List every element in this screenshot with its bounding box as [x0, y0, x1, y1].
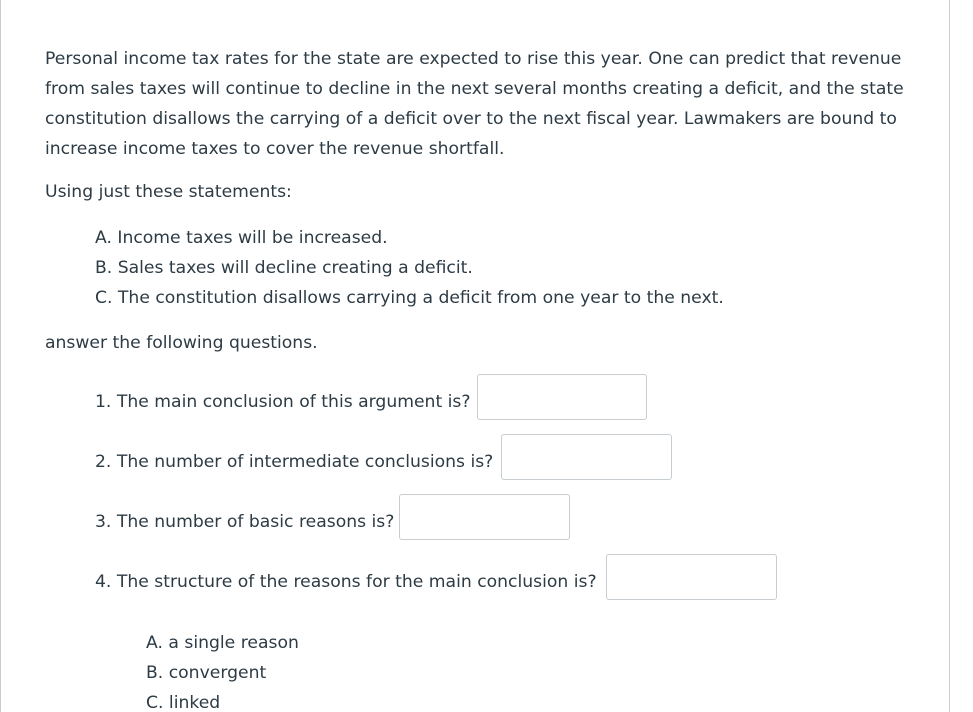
statement-a: A. Income taxes will be increased.: [95, 228, 388, 248]
question-1-label: 1. The main conclusion of this argument is?: [95, 392, 471, 412]
question-3-label: 3. The number of basic reasons is?: [95, 512, 395, 532]
question-intro-paragraph: Personal income tax rates for the state are expected to rise this year. One can predict that revenue from sales taxes will continue to decline in the next several months creating a deficit, and the state constitution disallows the carrying of a deficit over to the next fiscal year. Lawmakers are bound to increase income taxes to cover the revenue shortfall.: [45, 49, 904, 159]
statement-b: B. Sales taxes will decline creating a deficit.: [95, 258, 473, 278]
structure-option-c: C. linked: [146, 693, 221, 712]
structure-option-a: A. a single reason: [146, 633, 299, 653]
using-statements-label: Using just these statements:: [45, 182, 292, 202]
question-1-answer-input[interactable]: [477, 374, 647, 420]
question-3-answer-input[interactable]: [399, 494, 570, 540]
answer-prompt: answer the following questions.: [45, 333, 318, 353]
question-4-label: 4. The structure of the reasons for the main conclusion is?: [95, 572, 597, 592]
structure-option-b: B. convergent: [146, 663, 267, 683]
question-4-answer-input[interactable]: [606, 554, 777, 600]
statement-c: C. The constitution disallows carrying a deficit from one year to the next.: [95, 288, 724, 308]
question-2-label: 2. The number of intermediate conclusions is?: [95, 452, 494, 472]
question-2-answer-input[interactable]: [501, 434, 672, 480]
